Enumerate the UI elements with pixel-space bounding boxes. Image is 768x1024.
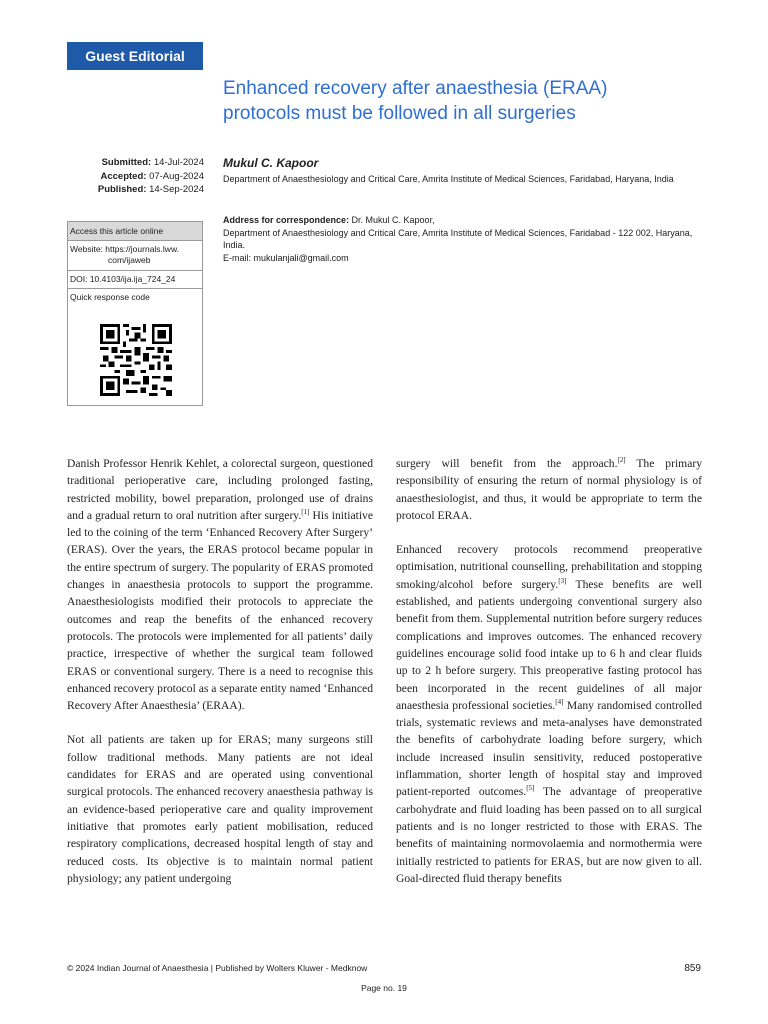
paragraph: Not all patients are taken up for ERAS; many surgeons still follow traditional methods. Many patients are not ideal candidates for ERAS and are operated using conventional surgical protocols. The enhanced recovery anaesthesia pathway is an evidence-based perioperative care and quality improvement initiative that promotes early patient mobilisation, reduced respiratory complications, decreased hospital length of stay and reduced costs. Its objective is to maintain normal patient physiology; any patient undergoing [67,733,373,885]
correspondence [223,214,701,264]
page-label: Page no. 19 [361,983,407,993]
qr-label: Quick response code [70,292,150,302]
copyright-notice: © 2024 Indian Journal of Anaesthesia | Published by Wolters Kluwer - Medknow [67,963,368,973]
citation-link[interactable]: [3] [558,576,567,585]
accepted-label: Accepted: [100,170,147,182]
paragraph: Danish Professor Henrik Kehlet, a colorectal surgeon, questioned traditional perioperative care, including prolonged fasting, restricted mobility, bowel preparation, prolonged use of drains and a gradual return to oral nutrition after surgery.[1] His initiative led to the coining of the term ‘Enhanced Recovery After Surgery’ (ERAS). Over the years, the ERAS protocol became popular in the entire spectrum of surgery. The popularity of ERAS promoted changes in anaesthesia protocols to support the programme. Anaesthesiologists modified their protocols to appreciate the outcomes and reap the benefits of the enhanced recovery protocols. The protocols were implemented for all patients’ daily practice, irrespective of whether the surgical team followed ERAS or conventional surgery. There is a need to recognise this enhanced recovery protocol as a separate entity named ‘Enhanced Recovery After Anaesthesia’ (ERAA). [67,457,373,713]
citation-link[interactable]: [4] [555,698,564,706]
author-affiliation: Department of Anaesthesiology and Critical Care, Amrita Institute of Medical Sciences, Faridabad, Haryana, India [223,174,674,184]
submitted-label: Submitted: [101,157,152,168]
title-line-1: Enhanced recovery after anaesthesia (ERAA) [223,78,608,99]
website-line-1: Website: https://journals.lww. [70,244,179,254]
body-column-right [396,455,702,904]
citation-link[interactable]: [2] [617,456,626,465]
article-dates [67,156,204,197]
submitted-date: 14-Jul-2024 [153,157,204,168]
citation-link[interactable]: [1] [301,508,310,517]
correspondence-address: Department of Anaesthesiology and Critical Care, Amrita Institute of Medical Sciences, Faridabad - 122 002, Haryana, India. [223,227,693,250]
article-title [223,76,703,126]
paragraph: Enhanced recovery protocols recommend preoperative optimisation, nutritional counselling, prehabilitation and stopping smoking/alcohol before surgery.[3] These benefits are well established, and patients undergoing conventional surgery also benefit from them. Supplemental nutrition before surgery reduces complications and improves outcomes. The enhanced recovery guidelines encourage solid food intake up to 6 h and clear fluids up to 2 h before surgery. This preoperative fasting protocol has been incorporated in the recent guidelines of all major anaesthesia professional societies.[4] Many randomised controlled trials, systematic reviews and meta-analyses have demonstrated the benefits of carbohydrate loading before surgery, which include increased insulin sensitivity, reduced postoperative inflammation, shorter length of hospital stay and improved patient-reported outcomes.[5] The advantage of preoperative carbohydrate and fluid loading has been passed on to all surgical patients and is no longer restricted to those with ERAS. The benefits of maintaining normovolaemia and normothermia were initially restricted to patients for ERAS, but are now given to all. Goal-directed fluid therapy benefits [396,543,703,885]
published-date: 14-Sep-2024 [149,184,204,195]
published-label: Published: [97,184,147,195]
section-badge: Guest Editorial [67,42,203,70]
access-article-box [67,221,203,406]
title-line-2: protocols must be followed in all surgeries [223,103,576,124]
page-number: 859 [684,963,701,974]
website-row[interactable] [68,241,202,271]
page-footer [67,963,701,973]
body-column-left [67,455,373,904]
accepted-date: 07-Aug-2024 [149,170,204,182]
correspondence-name: Dr. Mukul C. Kapoor, [349,215,435,225]
access-header: Access this article online [68,222,202,241]
qr-code-icon[interactable] [100,324,172,396]
paragraph: surgery will benefit from the approach.[2] The primary responsibility of ensuring the return of normal physiology is of anaesthesiologist, and thus, it would be appropriate to term the protocol ERAA. [396,456,702,522]
author-name: Mukul C. Kapoor [223,156,319,170]
doi-row[interactable]: DOI: 10.4103/ija.ija_724_24 [68,271,202,289]
correspondence-email[interactable]: E-mail: mukulanjali@gmail.com [223,252,349,263]
citation-link[interactable]: [5] [526,784,535,793]
website-line-2: com/ijaweb [108,255,151,265]
correspondence-label: Address for correspondence: [223,215,350,225]
